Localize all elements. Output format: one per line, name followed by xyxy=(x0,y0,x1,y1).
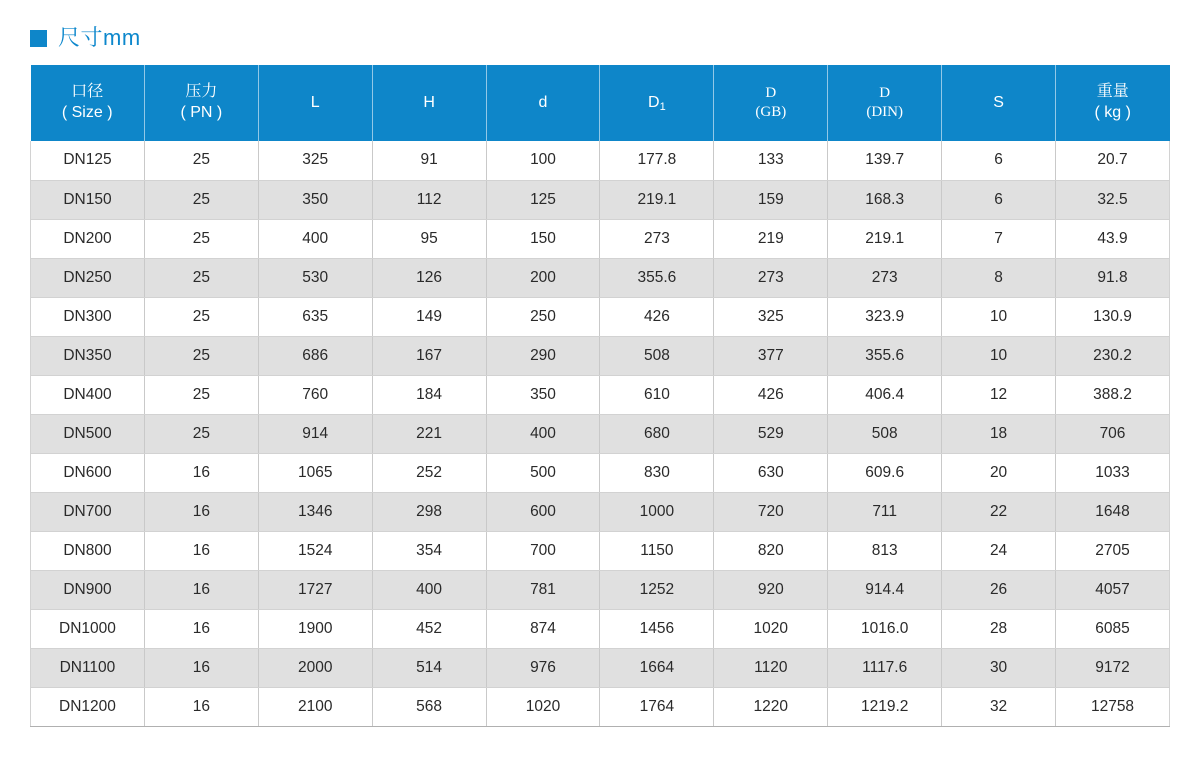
table-cell: 610 xyxy=(600,375,714,414)
table-cell: 167 xyxy=(372,336,486,375)
table-cell: 126 xyxy=(372,258,486,297)
table-row xyxy=(31,609,1170,648)
table-cell: 7 xyxy=(942,219,1056,258)
table-cell: DN150 xyxy=(31,180,145,219)
table-cell: 1727 xyxy=(258,570,372,609)
table-cell: 1648 xyxy=(1056,492,1170,531)
table-cell: 500 xyxy=(486,453,600,492)
table-cell: 130.9 xyxy=(1056,297,1170,336)
table-cell: 325 xyxy=(258,141,372,180)
table-cell: 16 xyxy=(144,531,258,570)
table-cell: DN900 xyxy=(31,570,145,609)
header-row xyxy=(31,65,1170,141)
table-cell: 609.6 xyxy=(828,453,942,492)
table-cell: 350 xyxy=(258,180,372,219)
column-header: 口径 ( Size ) xyxy=(31,65,145,141)
table-cell: 1900 xyxy=(258,609,372,648)
table-row xyxy=(31,375,1170,414)
table-cell: 400 xyxy=(486,414,600,453)
table-cell: 18 xyxy=(942,414,1056,453)
table-cell: 1524 xyxy=(258,531,372,570)
table-cell: 219.1 xyxy=(600,180,714,219)
table-cell: 355.6 xyxy=(828,336,942,375)
column-header: H xyxy=(372,65,486,141)
table-cell: 6085 xyxy=(1056,609,1170,648)
table-cell: 2100 xyxy=(258,687,372,726)
table-cell: 323.9 xyxy=(828,297,942,336)
table-cell: 100 xyxy=(486,141,600,180)
table-cell: 354 xyxy=(372,531,486,570)
table-cell: 133 xyxy=(714,141,828,180)
table-cell: 820 xyxy=(714,531,828,570)
table-cell: DN1200 xyxy=(31,687,145,726)
table-header xyxy=(31,65,1170,141)
table-cell: DN600 xyxy=(31,453,145,492)
table-cell: 452 xyxy=(372,609,486,648)
table-cell: 720 xyxy=(714,492,828,531)
table-cell: 125 xyxy=(486,180,600,219)
table-row xyxy=(31,180,1170,219)
table-cell: 514 xyxy=(372,648,486,687)
table-cell: 112 xyxy=(372,180,486,219)
table-cell: DN500 xyxy=(31,414,145,453)
table-cell: 149 xyxy=(372,297,486,336)
table-cell: 781 xyxy=(486,570,600,609)
table-cell: 600 xyxy=(486,492,600,531)
table-cell: 1219.2 xyxy=(828,687,942,726)
table-cell: 350 xyxy=(486,375,600,414)
table-cell: 20 xyxy=(942,453,1056,492)
table-cell: 24 xyxy=(942,531,1056,570)
table-cell: 9172 xyxy=(1056,648,1170,687)
table-cell: 25 xyxy=(144,375,258,414)
table-cell: 4057 xyxy=(1056,570,1170,609)
column-header: D (GB) xyxy=(714,65,828,141)
table-cell: 914.4 xyxy=(828,570,942,609)
column-header: 重量 ( kg ) xyxy=(1056,65,1170,141)
table-cell: 1016.0 xyxy=(828,609,942,648)
table-cell: 630 xyxy=(714,453,828,492)
table-cell: 16 xyxy=(144,492,258,531)
table-cell: 168.3 xyxy=(828,180,942,219)
table-cell: 711 xyxy=(828,492,942,531)
table-row xyxy=(31,570,1170,609)
table-cell: DN300 xyxy=(31,297,145,336)
table-cell: DN1100 xyxy=(31,648,145,687)
table-cell: 16 xyxy=(144,570,258,609)
table-cell: 813 xyxy=(828,531,942,570)
table-cell: 700 xyxy=(486,531,600,570)
table-cell: 290 xyxy=(486,336,600,375)
table-cell: 508 xyxy=(600,336,714,375)
table-cell: 1120 xyxy=(714,648,828,687)
table-cell: 400 xyxy=(258,219,372,258)
table-cell: 150 xyxy=(486,219,600,258)
table-cell: 2000 xyxy=(258,648,372,687)
table-cell: 529 xyxy=(714,414,828,453)
table-row xyxy=(31,219,1170,258)
table-cell: 221 xyxy=(372,414,486,453)
table-cell: 177.8 xyxy=(600,141,714,180)
table-cell: 355.6 xyxy=(600,258,714,297)
table-cell: 159 xyxy=(714,180,828,219)
table-cell: 43.9 xyxy=(1056,219,1170,258)
table-cell: 25 xyxy=(144,336,258,375)
table-cell: 830 xyxy=(600,453,714,492)
table-cell: DN350 xyxy=(31,336,145,375)
table-cell: 25 xyxy=(144,258,258,297)
table-cell: 1456 xyxy=(600,609,714,648)
table-cell: 508 xyxy=(828,414,942,453)
table-cell: 325 xyxy=(714,297,828,336)
section-title-row xyxy=(30,26,1170,50)
table-cell: 28 xyxy=(942,609,1056,648)
table-cell: DN700 xyxy=(31,492,145,531)
table-cell: 32.5 xyxy=(1056,180,1170,219)
column-header: D (DIN) xyxy=(828,65,942,141)
column-header: 压力 ( PN ) xyxy=(144,65,258,141)
table-cell: 8 xyxy=(942,258,1056,297)
table-cell: 25 xyxy=(144,297,258,336)
table-row xyxy=(31,414,1170,453)
table-cell: 219 xyxy=(714,219,828,258)
table-cell: 25 xyxy=(144,180,258,219)
table-cell: 230.2 xyxy=(1056,336,1170,375)
table-cell: DN125 xyxy=(31,141,145,180)
table-cell: 273 xyxy=(600,219,714,258)
section-marker-icon xyxy=(30,30,47,47)
table-row xyxy=(31,531,1170,570)
table-cell: DN1000 xyxy=(31,609,145,648)
table-cell: 1346 xyxy=(258,492,372,531)
table-cell: 6 xyxy=(942,141,1056,180)
table-cell: DN250 xyxy=(31,258,145,297)
table-cell: 16 xyxy=(144,453,258,492)
table-cell: 1764 xyxy=(600,687,714,726)
table-cell: 388.2 xyxy=(1056,375,1170,414)
table-cell: 20.7 xyxy=(1056,141,1170,180)
table-cell: 530 xyxy=(258,258,372,297)
table-row xyxy=(31,258,1170,297)
table-cell: DN800 xyxy=(31,531,145,570)
table-cell: 706 xyxy=(1056,414,1170,453)
table-cell: 10 xyxy=(942,336,1056,375)
table-cell: 426 xyxy=(600,297,714,336)
table-cell: 1033 xyxy=(1056,453,1170,492)
table-cell: 139.7 xyxy=(828,141,942,180)
table-body xyxy=(31,141,1170,726)
table-cell: DN400 xyxy=(31,375,145,414)
table-cell: 1020 xyxy=(486,687,600,726)
table-cell: 680 xyxy=(600,414,714,453)
table-cell: 1252 xyxy=(600,570,714,609)
table-cell: DN200 xyxy=(31,219,145,258)
table-cell: 91.8 xyxy=(1056,258,1170,297)
table-cell: 874 xyxy=(486,609,600,648)
table-cell: 1065 xyxy=(258,453,372,492)
table-row xyxy=(31,453,1170,492)
table-cell: 200 xyxy=(486,258,600,297)
table-cell: 184 xyxy=(372,375,486,414)
table-cell: 1020 xyxy=(714,609,828,648)
table-cell: 25 xyxy=(144,219,258,258)
table-cell: 914 xyxy=(258,414,372,453)
table-cell: 25 xyxy=(144,141,258,180)
table-cell: 400 xyxy=(372,570,486,609)
table-cell: 920 xyxy=(714,570,828,609)
table-cell: 1220 xyxy=(714,687,828,726)
table-cell: 32 xyxy=(942,687,1056,726)
table-row xyxy=(31,687,1170,726)
table-cell: 1150 xyxy=(600,531,714,570)
table-row xyxy=(31,297,1170,336)
table-cell: 91 xyxy=(372,141,486,180)
table-cell: 1000 xyxy=(600,492,714,531)
table-cell: 30 xyxy=(942,648,1056,687)
column-header: d xyxy=(486,65,600,141)
table-cell: 12 xyxy=(942,375,1056,414)
table-cell: 1664 xyxy=(600,648,714,687)
table-cell: 22 xyxy=(942,492,1056,531)
table-cell: 686 xyxy=(258,336,372,375)
table-cell: 568 xyxy=(372,687,486,726)
table-cell: 976 xyxy=(486,648,600,687)
table-cell: 1117.6 xyxy=(828,648,942,687)
table-row xyxy=(31,336,1170,375)
table-cell: 219.1 xyxy=(828,219,942,258)
table-cell: 10 xyxy=(942,297,1056,336)
table-cell: 298 xyxy=(372,492,486,531)
table-cell: 273 xyxy=(828,258,942,297)
table-cell: 426 xyxy=(714,375,828,414)
table-cell: 760 xyxy=(258,375,372,414)
table-cell: 6 xyxy=(942,180,1056,219)
table-cell: 16 xyxy=(144,609,258,648)
table-cell: 12758 xyxy=(1056,687,1170,726)
table-cell: 377 xyxy=(714,336,828,375)
table-row xyxy=(31,141,1170,180)
table-cell: 16 xyxy=(144,648,258,687)
table-cell: 25 xyxy=(144,414,258,453)
table-row xyxy=(31,492,1170,531)
column-header: S xyxy=(942,65,1056,141)
column-header: L xyxy=(258,65,372,141)
table-cell: 635 xyxy=(258,297,372,336)
table-cell: 406.4 xyxy=(828,375,942,414)
table-cell: 2705 xyxy=(1056,531,1170,570)
column-header: $D_1$ xyxy=(600,65,714,141)
table-cell: 26 xyxy=(942,570,1056,609)
table-cell: 16 xyxy=(144,687,258,726)
table-cell: 273 xyxy=(714,258,828,297)
dimensions-table xyxy=(30,65,1170,727)
table-cell: 252 xyxy=(372,453,486,492)
table-cell: 95 xyxy=(372,219,486,258)
table-cell: 250 xyxy=(486,297,600,336)
page-title: 尺寸mm xyxy=(58,25,141,50)
table-row xyxy=(31,648,1170,687)
